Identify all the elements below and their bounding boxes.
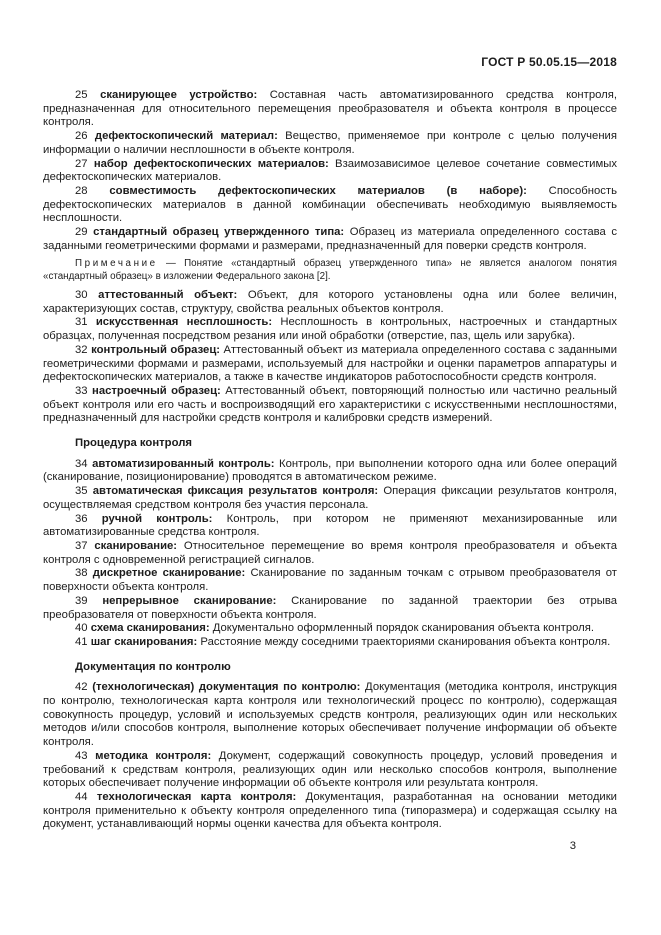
term-number: 40 (75, 622, 88, 635)
term-item-36 (43, 513, 617, 540)
note-label: Примечание (75, 258, 158, 270)
term-name: технологическая карта контроля: (96, 790, 297, 803)
term-item-29 (43, 226, 617, 253)
term-name: непрерывное сканирование: (102, 594, 277, 607)
term-text: Операция фиксации результатов контроля, осуществляемая средством контроля без участия персонала. (43, 485, 617, 511)
page-number: 3 (569, 840, 576, 853)
term-name: контрольный образец: (91, 343, 221, 356)
note-paragraph (43, 258, 617, 283)
term-name: автоматизированный контроль: (92, 457, 275, 470)
term-text: Образец из материала определенного состава с заданными геометрическими формами и размерами, предназначенный для поверки средств контроля. (43, 226, 618, 252)
term-item-40 (43, 622, 617, 636)
term-number: 37 (75, 539, 88, 552)
term-text: Относительное перемещение во время контроля преобразователя и объекта контроля с одновременной регистрацией сигналов. (43, 539, 617, 566)
term-text: Документально оформленный порядок сканирования объекта контроля. (212, 622, 595, 635)
term-number: 43 (75, 749, 88, 762)
term-name: схема сканирования: (90, 622, 210, 635)
term-number: 36 (75, 512, 88, 525)
term-number: 34 (75, 457, 88, 470)
term-item-43 (43, 750, 617, 791)
term-item-37 (43, 540, 617, 567)
term-name: дискретное сканирование: (92, 567, 246, 580)
term-text: Вещество, применяемое при контроле с целью получения информации о наличии несплошности в объекте контроля. (43, 130, 617, 156)
term-text: Аттестованный объект из материала определенного состава с заданными геометрическими формами и размерами, используемый для настройки и оценки параметров аппаратуры и дефектоскопических материалов, а также в качестве индикаторов работоспособности средств контроля. (43, 343, 618, 384)
term-text: Способность дефектоскопических материалов в данной комбинации обеспечивать необходимую выявляемость несплошности. (43, 184, 617, 225)
term-number: 26 (75, 130, 88, 143)
term-number: 38 (75, 567, 88, 580)
term-name: методика контроля: (95, 749, 212, 762)
term-text: Контроль, при выполнении которого одна или более операций (сканирование, позиционирование) проводятся в автоматическом режиме. (43, 457, 618, 484)
term-text: Объект, для которого установлены одна или более величин, характеризующих состав, структуру, свойства реальных объектов контроля. (43, 289, 617, 315)
term-text: Сканирование по заданным точкам с отрывом преобразователя от поверхности объекта контроля. (43, 567, 617, 594)
term-name: сканирующее устройство: (100, 89, 258, 101)
term-item-44 (43, 791, 617, 832)
term-item-25 (43, 89, 617, 130)
term-item-32 (43, 344, 617, 385)
term-number: 28 (75, 184, 88, 197)
term-item-30 (43, 289, 617, 316)
term-number: 39 (75, 594, 88, 607)
term-number: 31 (75, 316, 88, 329)
term-number: 30 (75, 289, 88, 302)
term-text: Расстояние между соседними траекториями сканирования объекта контроля. (200, 635, 611, 648)
term-item-33 (43, 385, 617, 426)
term-item-28 (43, 185, 617, 226)
note-text: — Понятие «стандартный образец утвержденного типа» не является аналогом понятия «стандартный образец» в изложении Федерального закона [2]. (43, 258, 617, 282)
term-name: дефектоскопический материал: (94, 130, 278, 143)
term-name: автоматическая фиксация результатов контроля: (92, 485, 379, 498)
term-item-26 (43, 130, 617, 157)
term-name: набор дефектоскопических материалов: (93, 157, 329, 170)
term-name: сканирование: (94, 539, 178, 552)
term-name: аттестованный объект: (98, 289, 238, 302)
term-name: (технологическая) документация по контролю: (92, 681, 361, 694)
term-text: Сканирование по заданной траектории без отрыва преобразователя от поверхности объекта контроля. (43, 594, 618, 621)
term-number: 35 (75, 485, 88, 498)
document-code-header: ГОСТ Р 50.05.15—2018 (481, 55, 617, 69)
term-number: 42 (75, 681, 88, 694)
term-item-42 (43, 681, 617, 750)
term-number: 29 (75, 226, 88, 239)
term-text: Несплошность в контрольных, настроечных и стандартных образцах, полученная посредством резания или иной обработки (отверстие, паз, щель или зарубка). (43, 316, 618, 343)
term-name: настроечный образец: (92, 384, 221, 397)
term-item-34 (43, 458, 617, 485)
term-number: 27 (75, 157, 88, 170)
term-number: 33 (75, 384, 88, 397)
term-text: Документ, содержащий совокупность процедур, условий проведения и требований к средствам контроля, реализующих один или несколько способов контроля, выполнение которых обеспечивает получение информации об объекте контроля или результата контроля. (43, 749, 618, 790)
term-number: 25 (75, 89, 88, 101)
term-text: Взаимозависимое целевое сочетание совместимых дефектоскопических материалов. (43, 157, 618, 184)
term-text: Документация, разработанная на основании методики контроля применительно к объекту контроля определенного типа (типоразмера) и содержащая ссылку на документ, устанавливающий нормы оценки качества для объекта контроля. (43, 790, 617, 831)
term-text: Составная часть автоматизированного средства контроля, предназначенная для относительного перемещения преобразователя и объекта контроля в процессе контроля. (43, 89, 618, 129)
term-item-38 (43, 567, 617, 594)
section-heading-procedure: Процедура контроля (75, 437, 192, 450)
term-number: 44 (75, 790, 88, 803)
term-item-41 (43, 636, 617, 650)
term-text: Документация (методика контроля, инструкция по контролю, технологическая карта контроля или технологический процесс по контролю), содержащая совокупность процедур, условий и используемых средств контроля, реализующих один или нескольких методов и/или способов контроля, выполнение которых обеспечивает получение информации об объекте контроля. (43, 681, 617, 749)
term-text: Аттестованный объект, повторяющий полностью или частично реальный объект контроля или его часть и воспроизводящий его характеристики с искусственными несплошностями, предназначенный для настройки средств контроля и калибровки средств измерений. (43, 384, 618, 425)
term-number: 41 (75, 635, 88, 648)
term-item-39 (43, 595, 617, 622)
term-name: совместимость дефектоскопических материалов (в наборе): (109, 184, 527, 197)
term-name: шаг сканирования: (90, 635, 198, 648)
term-name: ручной контроль: (101, 512, 213, 525)
term-item-27 (43, 158, 617, 185)
term-item-35 (43, 485, 617, 512)
term-item-31 (43, 316, 617, 343)
section-heading-documentation: Документация по контролю (75, 660, 231, 673)
term-number: 32 (75, 343, 88, 356)
term-name: искусственная несплошность: (95, 316, 273, 329)
term-name: стандартный образец утвержденного типа: (93, 226, 345, 239)
term-text: Контроль, при котором не применяют механизированные или автоматизированные средства контроля. (43, 512, 618, 539)
